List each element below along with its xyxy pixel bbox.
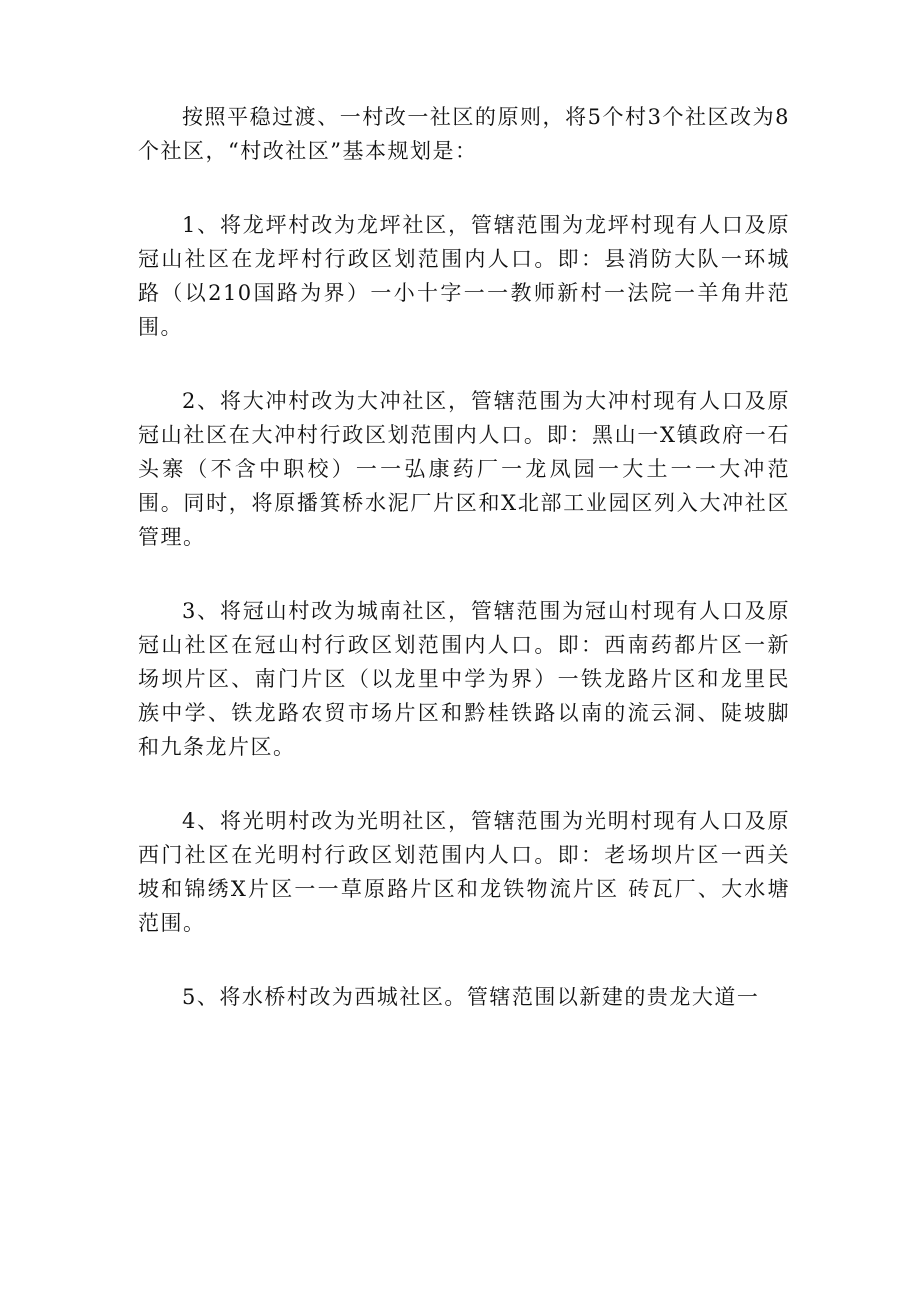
- item-2-paragraph: 2、将大冲村改为大冲社区，管辖范围为大冲村现有人口及原冠山社区在大冲村行政区划范围内人口。即：黑山一X镇政府一石头寨（不含中职校）一一弘康药厂一龙凤园一大土一一大冲范围。同时，将原播箕桥水泥厂片区和X北部工业园区列入大冲社区管理。: [138, 389, 790, 549]
- item-4-paragraph: 4、将光明村改为光明社区，管辖范围为光明村现有人口及原西门社区在光明村行政区划范围内人口。即：老场坝片区一西关坡和锦绣X片区一一草原路片区和龙铁物流片区 砖瓦厂、大水塘范围。: [138, 809, 790, 935]
- document-body: [138, 100, 790, 1014]
- intro-paragraph: 按照平稳过渡、一村改一社区的原则，将5个村3个社区改为8个社区，“村改社区”基本规划是：: [138, 105, 790, 163]
- item-3-paragraph: 3、将冠山村改为城南社区，管辖范围为冠山村现有人口及原冠山社区在冠山村行政区划范围内人口。即：西南药都片区一新场坝片区、南门片区（以龙里中学为界）一铁龙路片区和龙里民族中学、铁龙路农贸市场片区和黔桂铁路以南的流云洞、陡坡脚和九条龙片区。: [138, 599, 790, 759]
- item-1-paragraph: 1、将龙坪村改为龙坪社区，管辖范围为龙坪村现有人口及原冠山社区在龙坪村行政区划范围内人口。即：县消防大队一环城路（以210国路为界）一小十字一一教师新村一法院一羊角井范围。: [138, 213, 790, 339]
- item-5-paragraph: 5、将水桥村改为西城社区。管辖范围以新建的贵龙大道一: [182, 985, 760, 1009]
